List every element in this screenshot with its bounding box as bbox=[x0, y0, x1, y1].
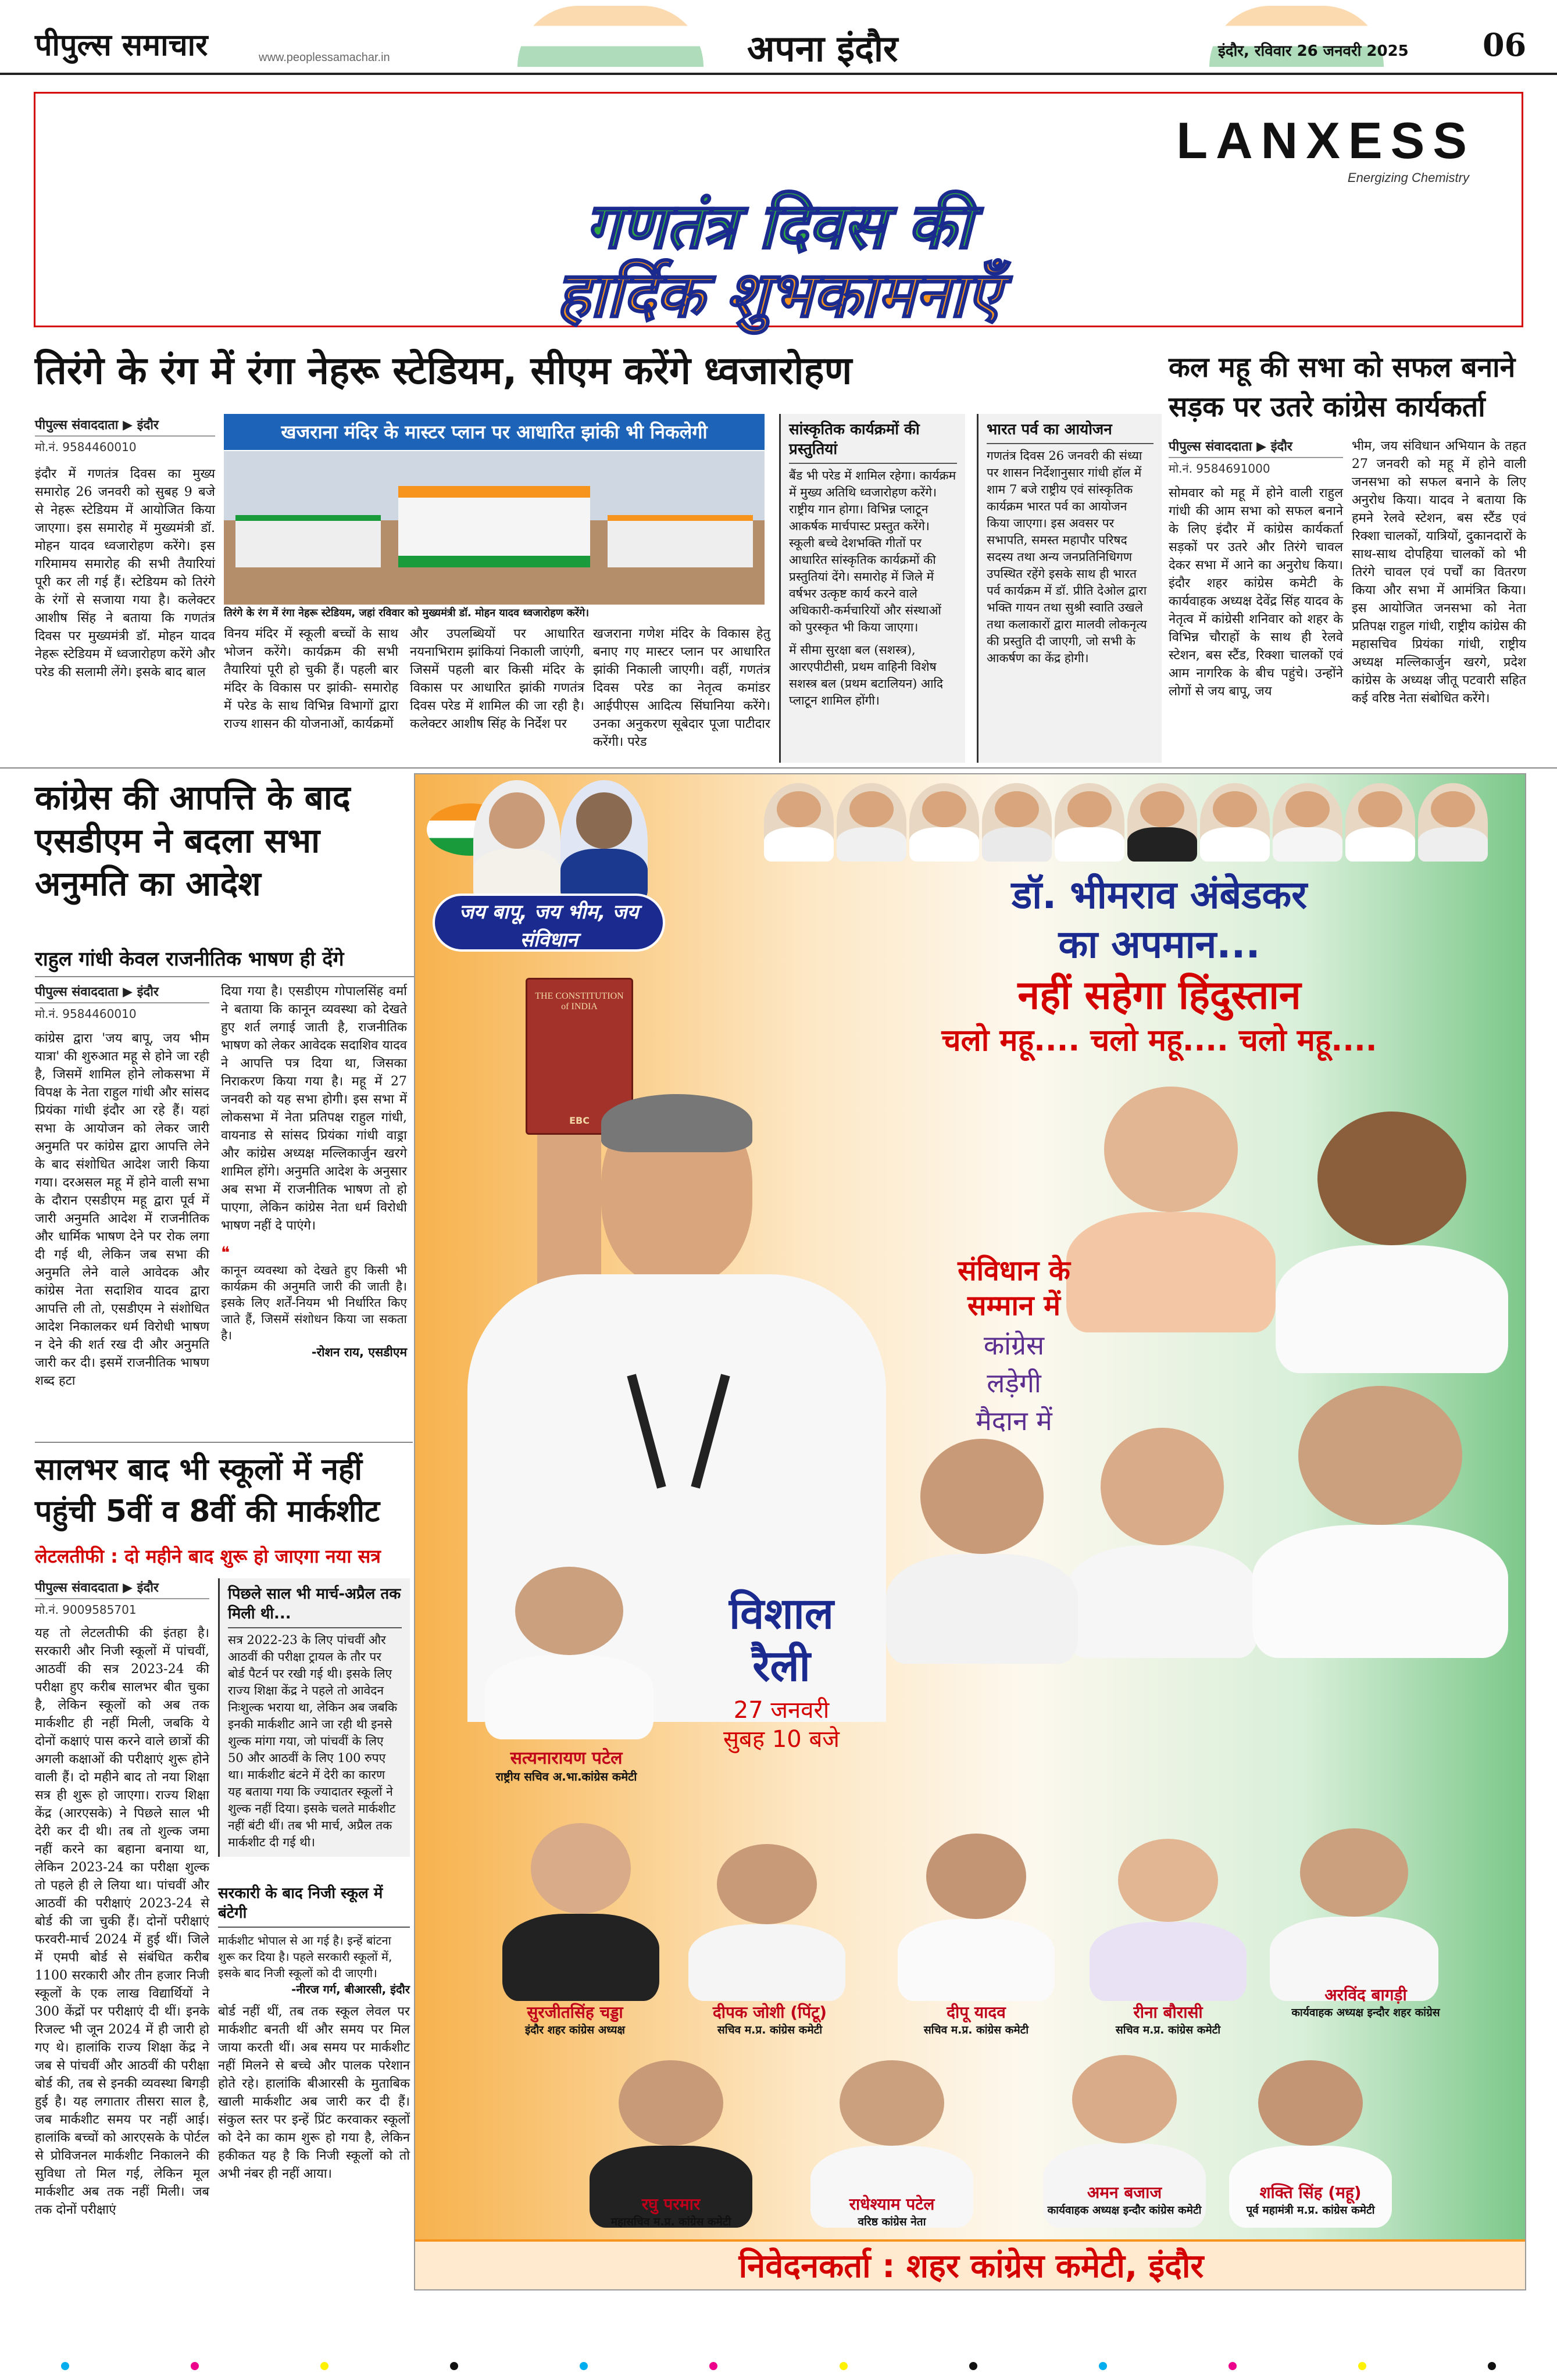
story1-mobile: मो.नं. 9584460010 bbox=[35, 440, 137, 454]
gandhi-ambedkar-badge bbox=[427, 780, 683, 955]
reg-mark-icon bbox=[1229, 2362, 1237, 2370]
reg-mark-icon bbox=[61, 2362, 69, 2370]
story1-photo-caption: तिरंगे के रंग में रंगा नेहरू स्टेडियम, जहां रविवार को मुख्यमंत्री डॉ. मोहन यादव ध्वजारोहण करेंगे। bbox=[224, 607, 590, 619]
cultural-box-tail: में सीमा सुरक्षा बल (सशस्त्र), आरएपीटीसी, प्रथम वाहिनी विशेष सशस्त्र बल (प्रथम बटालियन) आदि प्लाटून शामिल होंगी। bbox=[789, 643, 944, 707]
story1-col3 bbox=[410, 625, 584, 733]
leader-strip-photo bbox=[764, 783, 834, 862]
leader-strip-photo bbox=[1418, 783, 1488, 862]
leader-strip-photo bbox=[1273, 783, 1342, 862]
paper-name: पीपुल्स समाचार bbox=[35, 28, 208, 63]
leader-7-role: महासचिव म.प्र. कांग्रेस कमेटी bbox=[610, 2215, 731, 2228]
reg-mark-icon bbox=[840, 2362, 848, 2370]
marksheet-box-1-title: पिछले साल भी मार्च-अप्रैल तक मिली थी... bbox=[228, 1584, 402, 1628]
story1-col1 bbox=[35, 416, 215, 681]
leader-5-role: सचिव म.प्र. कांग्रेस कमेटी bbox=[1115, 2024, 1221, 2036]
story4-subhead-line bbox=[35, 1543, 413, 1568]
patwari-photo bbox=[1252, 1356, 1508, 1658]
story3-mobile: मो.नं. 9584460010 bbox=[35, 1007, 137, 1021]
story3-col2-text: दिया गया है। एसडीएम गोपालसिंह वर्मा ने बताया कि कानून व्यवस्था को देखते हुए शर्त लगाई जाती है, राजनीतिक भाषण को लेकर आवेदक सदाशिव यादव ने आपत्ति पत्र दिया था, जिसका निराकरण किया गया है। महू में 27 जनवरी को यह सभा होगी। इस सभा में लोकसभा में नेता प्रतिपक्ष राहुल गांधी, वायनाड से सांसद प्रियंका गांधी वाड्रा और कांग्रेस अध्यक्ष मल्लिकार्जुन खरगे शामिल होंगे। अनुमति आदेश के अनुसार अब सभा में राजनीतिक भाषण तो हो पाएगा, लेकिन कांग्रेस नेता धर्म विरोधी भाषण नहीं दे पाएंगे। bbox=[221, 984, 407, 1233]
story1-col2 bbox=[224, 625, 398, 733]
leader-strip-photo bbox=[982, 783, 1052, 862]
story2-col1 bbox=[1169, 437, 1343, 701]
marksheet-box-2 bbox=[218, 1884, 410, 2183]
cultural-box-text: बैंड भी परेड में शामिल रहेगा। कार्यक्रम में मुख्य अतिथि ध्वजारोहण करेंगे। राष्ट्रीय गान होगा। विभिन्न प्लाटून आकर्षक मार्चपास्ट प्रस्तुत करेंगे। स्कूली बच्चे देशभक्ति गीतों पर आधारित सांस्कृतिक कार्यक्रमों की प्रस्तुतियां देंगे। समारोह में जिले में वर्षभर उत्कृष्ट कार्य करने वाले अधिकारी-कर्मचारियों और संस्थाओं को पुरस्कृत भी किया जाएगा। bbox=[789, 469, 956, 634]
rally-text: रैली bbox=[752, 1641, 810, 1691]
leader-strip-photo bbox=[1345, 783, 1415, 862]
ladegi-line-3: मैदान में bbox=[976, 1405, 1052, 1436]
story4-col1 bbox=[35, 1578, 209, 2219]
leader-strip-photo bbox=[909, 783, 979, 862]
story4-mobile: मो.नं. 9009585701 bbox=[35, 1603, 137, 1617]
book-title: THE CONSTITUTION of INDIA bbox=[535, 991, 624, 1012]
marksheet-box-2-quote: मार्कशीट भोपाल से आ गई है। इन्हें बांटना शुरू कर दिया है। पहले सरकारी स्कूलों में, इसके बाद निजी स्कूलों को दी जाएगी। bbox=[218, 1934, 392, 1980]
leader-2-photo bbox=[502, 1803, 659, 2001]
stadium-stand-left bbox=[235, 515, 381, 567]
lanxess-ad bbox=[34, 92, 1523, 331]
story3-col2 bbox=[221, 982, 407, 1361]
leader-4-photo bbox=[898, 1815, 1055, 2001]
reg-mark-icon bbox=[580, 2362, 588, 2370]
leader-strip-photo bbox=[1127, 783, 1197, 862]
leader-1-name: सत्यनारायण पटेल bbox=[510, 1748, 623, 1768]
reg-mark-icon bbox=[709, 2362, 717, 2370]
leader-strip bbox=[764, 774, 1526, 862]
leader-8-role: वरिष्ठ कांग्रेस नेता bbox=[858, 2215, 926, 2228]
leader-strip-photo bbox=[837, 783, 906, 862]
leader-6-name: अरविंद बागड़ी bbox=[1324, 1985, 1407, 2004]
dateline: इंदौर, रविवार 26 जनवरी 2025 bbox=[1218, 42, 1409, 60]
registration-marks bbox=[0, 2360, 1557, 2372]
story1-photo-banner: खजराना मंदिर के मास्टर प्लान पर आधारित झांकी भी निकलेगी bbox=[224, 414, 765, 450]
stadium-stand-right bbox=[608, 515, 753, 567]
cultural-box-title: सांस्कृतिक कार्यक्रमों की प्रस्तुतियां bbox=[789, 420, 957, 464]
story1-headline: तिरंगे के रंग में रंगा नेहरू स्टेडियम, सीएम करेंगे ध्वजारोहण bbox=[35, 348, 852, 393]
vishal-text: विशाल bbox=[729, 1589, 834, 1639]
leader-2-role: इंदौर शहर कांग्रेस अध्यक्ष bbox=[524, 2024, 626, 2036]
story2-col2 bbox=[1352, 437, 1526, 707]
leader-photo bbox=[886, 1414, 1078, 1664]
masthead bbox=[0, 0, 1557, 73]
leader-2-name: सुरजीतसिंह चड्डा bbox=[527, 2003, 623, 2022]
story4-col1-text: यह तो लेटलतीफी की इंतहा है। सरकारी और निजी स्कूलों में पांचवीं, आठवीं की सत्र 2023-24 की परीक्षा हुए करीब सालभर बीत चुका है, लेकिन स्कूलों को अब तक मार्कशीट ही नहीं मिली, जबकि ये दोनों कक्षाएं पास करने वाले छात्रों की अगली कक्षाओं की परीक्षाएं शुरू होने वाली हैं। दो महीने बाद तो नया शिक्षा सत्र ही शुरू हो जाएगा। राज्य शिक्षा केंद्र (आरएसके) ने पिछले साल भी देरी कर दी थी। तब तो शुल्क जमा नहीं करने का बहाना बनाया था, लेकिन 2023-24 का परीक्षा शुल्क तो पहले ही ले लिया था। पांचवीं और आठवीं की परीक्षाएं 2023-24 से बोर्ड की जा चुकी हैं। दोनों परीक्षाएं फरवरी-मार्च 2024 में हुई थीं। जिले में एमपी बोर्ड से संबंधित करीब 1100 सरकारी और तीन हजार निजी स्कूलों के एक लाख विद्यार्थियों ने 300 केंद्रों पर परीक्षाएं दी थीं। इनके रिजल्ट भी जून 2024 में ही जारी हो गए थे। हालांकि राज्य शिक्षा केंद्र ने जब से पांचवीं और आठवीं की परीक्षा बोर्ड की, तब से इनकी व्यवस्था बिगड़ी हुई है। यह लगातार तीसरा साल है, जब मार्कशीट समय पर नहीं आई। हालांकि बच्चों को आरएसके के पोर्टल से प्रोविजनल मार्कशीट निकालने की सुविधा तो मिल गई, लेकिन मूल मार्कशीट अब तक नहीं मिली। जब तक दोनों परीक्षाएं bbox=[35, 1626, 209, 2217]
leader-5-name: रीना बौरासी bbox=[1133, 2003, 1203, 2022]
story3-quote-author: -रोशन राय, एसडीएम bbox=[311, 1345, 407, 1359]
story1-col3-text: और उपलब्धियों पर आधारित नयनाभिराम झांकियां निकाली जाएंगी, जिसमें पहली बार किसी मंदिर के विकास पर आधारित झांकी गणतंत्र दिवस परेड में शामिल की जा रही है। कलेक्टर आशीष सिंह के निर्देश पर bbox=[410, 627, 584, 731]
marksheet-box-2-author: -नीरज गर्ग, बीआरसी, इंदौर bbox=[291, 1982, 410, 1996]
page-number: 06 bbox=[1483, 26, 1527, 63]
marksheet-box-2-title: सरकारी के बाद निजी स्कूल में बंटेगी bbox=[218, 1884, 410, 1928]
reg-mark-icon bbox=[1358, 2362, 1366, 2370]
rally-line-4: चलो महू.... चलो महू.... चलो महू.... bbox=[941, 1023, 1377, 1058]
story4-headline: सालभर बाद भी स्कूलों में नहीं पहुंची 5वीं व 8वीं की मार्कशीट bbox=[35, 1452, 380, 1529]
rally-line-2: का अपमान... bbox=[1058, 922, 1260, 967]
story1-col4 bbox=[593, 625, 770, 751]
digvijay-photo bbox=[1066, 1402, 1258, 1658]
lanxess-tagline: Energizing Chemistry bbox=[1347, 170, 1469, 185]
leader-1-role: राष्ट्रीय सचिव अ.भा.कांग्रेस कमेटी bbox=[495, 1770, 637, 1784]
reg-mark-icon bbox=[1488, 2362, 1496, 2370]
story-rule bbox=[35, 1442, 413, 1443]
story3-headline: कांग्रेस की आपत्ति के बाद एसडीएम ने बदला सभा अनुमति का आदेश bbox=[35, 778, 351, 903]
leader-strip-photo bbox=[1200, 783, 1270, 862]
leader-strip-photo bbox=[1055, 783, 1124, 862]
reg-mark-icon bbox=[450, 2362, 458, 2370]
leader-3-photo bbox=[688, 1827, 845, 2001]
reg-mark-icon bbox=[969, 2362, 977, 2370]
leader-7-name: रघु परमार bbox=[641, 2195, 701, 2214]
story3-quote bbox=[221, 1243, 407, 1361]
rally-ad bbox=[414, 773, 1526, 2290]
quote-icon: ❝ bbox=[221, 1243, 230, 1262]
story2-col2-text: भीम, जय संविधान अभियान के तहत 27 जनवरी को महू में होने वाली जनसभा को सफल बनाने के लिए अनुरोध किया। यादव ने बताया कि हमने रेलवे स्टेशन, बस स्टैंड एवं रिक्शा चालकों, यात्रियों, दुकानदारों के साथ-साथ दोपहिया चालकों को भी तिरंगे चावल एवं पर्चों का वितरण किया और सभा में आमंत्रित किया। इस आयोजित जनसभा को नेता प्रतिपक्ष राहुल गांधी, राष्ट्रीय कांग्रेस की महासचिव प्रियंका गांधी, राष्ट्रीय अध्यक्ष मल्लिकार्जुन खरगे, प्रदेश कांग्रेस के अध्यक्ष जीतू पटवारी सहित कई वरिष्ठ नेता संबोधित करेंगे। bbox=[1352, 439, 1526, 706]
kharge-photo bbox=[1276, 1082, 1508, 1373]
gandhi-photo bbox=[473, 780, 560, 902]
story4-subhead: दो महीने बाद शुरू हो जाएगा नया सत्र bbox=[124, 1545, 381, 1567]
bharat-parv-title: भारत पर्व का आयोजन bbox=[987, 420, 1154, 444]
story3-byline: पीपुल्स संवाददाता ▶ इंदौर bbox=[35, 982, 209, 1003]
website[interactable]: www.peoplessamachar.in bbox=[259, 51, 390, 64]
story1-col4-text: खजराना गणेश मंदिर के विकास हेतु बनाए गए मास्टर प्लान पर आधारित झांकी निकाली जाएगी। वहीं, गणतंत्र दिवस परेड का नेतृत्व कमांडर आईपीएस आदित्य सिंघानिया करेंगे। उनका अनुकरण सूबेदार पूजा पाटीदार करेंगी। परेड bbox=[593, 627, 770, 749]
lanxess-logo: LANXESS bbox=[1176, 112, 1475, 169]
marksheet-box-1-text: सत्र 2022-23 के लिए पांचवीं और आठवीं की परीक्षा ट्रायल के तौर पर बोर्ड पैटर्न पर रखी गई थी। इसके लिए राज्य शिक्षा केंद्र ने पहले तो आवेदन निःशुल्क भराया था, लेकिन अब जबकि इनकी मार्कशीट आने जा रही थी इनसे शुल्क मांगा गया, जो पांचवीं के लिए 50 और आठवीं के लिए 100 रुपए था। मार्कशीट बंटने में देरी का कारण यह बताया गया कि ज्यादातर स्कूलों ने शुल्क नहीं दिया। इसके चलते मार्कशीट नहीं बंटी थीं। तब भी मार्च, अप्रैल तक मार्कशीट दी गई थी। bbox=[228, 1633, 398, 1849]
stadium-photo bbox=[224, 451, 765, 605]
leader-4-name: दीपू यादव bbox=[947, 2003, 1006, 2022]
leader-5-photo bbox=[1090, 1821, 1247, 2001]
rally-line-1: डॉ. भीमराव अंबेडकर bbox=[1011, 873, 1308, 917]
story3-quote-text: कानून व्यवस्था को देखते हुए किसी भी कार्यक्रम की अनुमति जारी की जाती है। इसके लिए शर्तें-नियम भी निर्धारित किए जाते हैं, जिसमें संशोधन किया जा सकता है। bbox=[221, 1263, 407, 1342]
stadium-stage-green bbox=[398, 556, 590, 567]
leader-10-name: शक्ति सिंह (महू) bbox=[1259, 2183, 1362, 2202]
flag-left-icon bbox=[517, 6, 703, 67]
story3-col1-text: कांग्रेस द्वारा 'जय बापू, जय भीम यात्रा' की शुरुआत महू से होने जा रही है, जिसमें शामिल होने लोकसभा में विपक्ष के नेता राहुल गांधी और सांसद प्रियंका गांधी इंदौर आ रहे हैं। यहां सभा के आयोजन को लेकर जारी अनुमति पर कांग्रेस द्वारा आपत्ति लेने के बाद संशोधित आदेश जारी किया गया। दरअसल महू में होने वाली सभा के दौरान एसडीएम महू द्वारा पूर्व में जारी अनुमति आदेश में राजनीतिक और धार्मिक भाषण देने पर रोक लगा दी गई थी, लेकिन जब सभा की अनुमति लेने वाले आवेदक और कांग्रेस नेता सदाशिव यादव द्वारा आपत्ति ली तो, एसडीएम ने संशोधित आदेश निकालकर धर्म विरोधी भाषण न देने की शर्त रख दी और अनुमति जारी कर दी। इसमें राजनीतिक भाषण शब्द हटा bbox=[35, 1031, 209, 1388]
satyanarayan-patel-photo bbox=[485, 1548, 653, 1739]
masthead-rule bbox=[0, 73, 1557, 75]
story3-subhead: राहुल गांधी केवल राजनीतिक भाषण ही देंगे bbox=[35, 945, 419, 977]
rally-footer: निवेदनकर्ता : शहर कांग्रेस कमेटी, इंदौर bbox=[415, 2239, 1526, 2290]
rahul-hair bbox=[601, 1094, 752, 1152]
story4-kicker: लेटलतीफी : bbox=[35, 1545, 118, 1567]
reg-mark-icon bbox=[191, 2362, 199, 2370]
story4-byline: पीपुल्स संवाददाता ▶ इंदौर bbox=[35, 1578, 209, 1599]
leader-9-role: कार्यवाहक अध्यक्ष इन्दौर कांग्रेस कमेटी bbox=[1047, 2204, 1202, 2217]
rally-line-3: नहीं सहेगा हिंदुस्तान bbox=[1017, 973, 1301, 1019]
section-rule bbox=[0, 767, 1557, 769]
leader-6-photo bbox=[1270, 1809, 1438, 2001]
story3-col1 bbox=[35, 982, 209, 1390]
rally-date: 27 जनवरी bbox=[733, 1697, 830, 1724]
samman-line-1: संविधान के bbox=[958, 1255, 1070, 1287]
stadium-stage bbox=[398, 486, 590, 556]
marksheet-box-1 bbox=[218, 1578, 410, 1857]
bharat-parv-box bbox=[977, 414, 1162, 763]
story1-byline: पीपुल्स संवाददाता ▶ इंदौर bbox=[35, 416, 215, 437]
leader-4-role: सचिव म.प्र. कांग्रेस कमेटी bbox=[923, 2024, 1029, 2036]
bharat-parv-text: गणतंत्र दिवस 26 जनवरी की संध्या पर शासन निर्देशानुसार गांधी हॉल में शाम 7 बजे राष्ट्रीय एवं सांस्कृतिक कार्यक्रम भारत पर्व का आयोजन किया जाएगा। इस अवसर पर सभापति, समस्त महापौर परिषद सदस्य तथा अन्य जनप्रतिनिधिगण उपस्थित रहेंगे इसके साथ ही भारत पर्व कार्यक्रम में डॉ. प्रीति देओल द्वारा भक्ति गायन तथा सुश्री स्वाति उखले तथा कलाकारों द्वारा मालवी लोकनृत्य की प्रस्तुति दी जाएगी, जो सभी के आकर्षण का केंद्र होगी। bbox=[987, 449, 1147, 665]
story1-col2-text: विनय मंदिर में स्कूली बच्चों के साथ भोजन करेंगे। कार्यक्रम की सभी तैयारियां पूरी हो चुकी हैं। पहली बार मंदिर के विकास पर झांकी- समारोह में परेड के साथ विभिन्न विभागों द्वारा राज्य शासन की योजनाओं, कार्यक्रमों bbox=[224, 627, 398, 731]
marksheet-box-2-text: बोर्ड नहीं थीं, तब तक स्कूल लेवल पर मार्कशीट बनती थीं और समय पर मिल जाया करती थीं। अब समय पर मार्कशीट नहीं मिलने से बच्चे और पालक परेशान होते रहे। हालांकि बीआरसी के मुताबिक खाली मार्कशीट अब जारी कर दी हैं। संकुल स्तर पर इन्हें प्रिंट करवाकर स्कूलों को देने का काम शुरू हो गया है, लेकिन हकीकत यह है कि निजी स्कूलों को तो अभी नंबर ही नहीं आया। bbox=[218, 2004, 410, 2181]
greeting-line-2: हार्दिक शुभकामनाएँ bbox=[556, 259, 1001, 331]
rally-time: सुबह 10 बजे bbox=[723, 1726, 840, 1753]
reg-mark-icon bbox=[1099, 2362, 1107, 2370]
section-title: अपना इंदौर bbox=[747, 27, 898, 70]
leader-10-role: पूर्व महामंत्री म.प्र. कांग्रेस कमेटी bbox=[1246, 2204, 1375, 2217]
slogan-badge: जय बापू, जय भीम, जय संविधान bbox=[433, 894, 665, 952]
cultural-box bbox=[779, 414, 965, 763]
story2-mobile: मो.नं. 9584691000 bbox=[1169, 462, 1270, 476]
ladegi-line-1: कांग्रेस bbox=[983, 1330, 1045, 1361]
samman-line-2: सम्मान में bbox=[967, 1289, 1060, 1322]
story1-col1-text: इंदौर में गणतंत्र दिवस का मुख्य समारोह 26 जनवरी को सुबह 9 बजे से नेहरू स्टेडियम में आयोजित किया जाएगा। इस समारोह में मुख्यमंत्री डॉ. मोहन यादव ध्वजारोहण करेंगे। इस गरिमामय समारोह की सभी तैयारियां पूरी कर ली गई हैं। स्टेडियम को तिरंगे के रंगों से सजाया गया है। कलेक्टर आशीष सिंह ने बताया कि गणतंत्र दिवस पर मुख्यमंत्री डॉ. मोहन यादव नेहरू स्टेडियम में ध्वजारोहण करेंगे और परेड की सलामी लेंगे। इसके बाद बाल bbox=[35, 467, 215, 680]
ladegi-line-2: लड़ेगी bbox=[987, 1367, 1041, 1399]
leader-6-role: कार्यवाहक अध्यक्ष इन्दौर शहर कांग्रेस bbox=[1291, 2006, 1440, 2019]
story2-col1-text: सोमवार को महू में होने वाली राहुल गांधी की आम सभा को सफल बनाने के लिए इंदौर में कांग्रेस कार्यकर्ता सड़कों पर उतरे और तिरंगे चावल देकर सभा में आने का अनुरोध किया। इंदौर शहर कांग्रेस कमेटी के कार्यवाहक अध्यक्ष देवेंद्र सिंह यादव के नेतृत्व में कांग्रेसी शनिवार को शहर के विभिन्न चौराहों के साथ ही रेलवे स्टेशन, बस स्टैंड, रिक्शा चालकों एवं आम नागरिक के बीच पहुंचे। उन्होंने लोगों से जय बापू, जय bbox=[1169, 486, 1343, 699]
story2-byline: पीपुल्स संवाददाता ▶ इंदौर bbox=[1169, 437, 1343, 458]
book-brand: EBC bbox=[569, 1115, 590, 1126]
ambedkar-photo bbox=[560, 780, 648, 902]
leader-3-name: दीपक जोशी (पिंटू) bbox=[712, 2003, 827, 2022]
leader-3-role: सचिव म.प्र. कांग्रेस कमेटी bbox=[717, 2024, 823, 2036]
reg-mark-icon bbox=[320, 2362, 328, 2370]
greeting-line-1: गणतंत्र दिवस की bbox=[585, 190, 972, 263]
leader-8-name: राधेश्याम पटेल bbox=[849, 2195, 935, 2214]
story2-headline: कल महू की सभा को सफल बनाने सड़क पर उतरे कांग्रेस कार्यकर्ता bbox=[1169, 351, 1516, 423]
leader-9-name: अमन बजाज bbox=[1087, 2183, 1162, 2202]
